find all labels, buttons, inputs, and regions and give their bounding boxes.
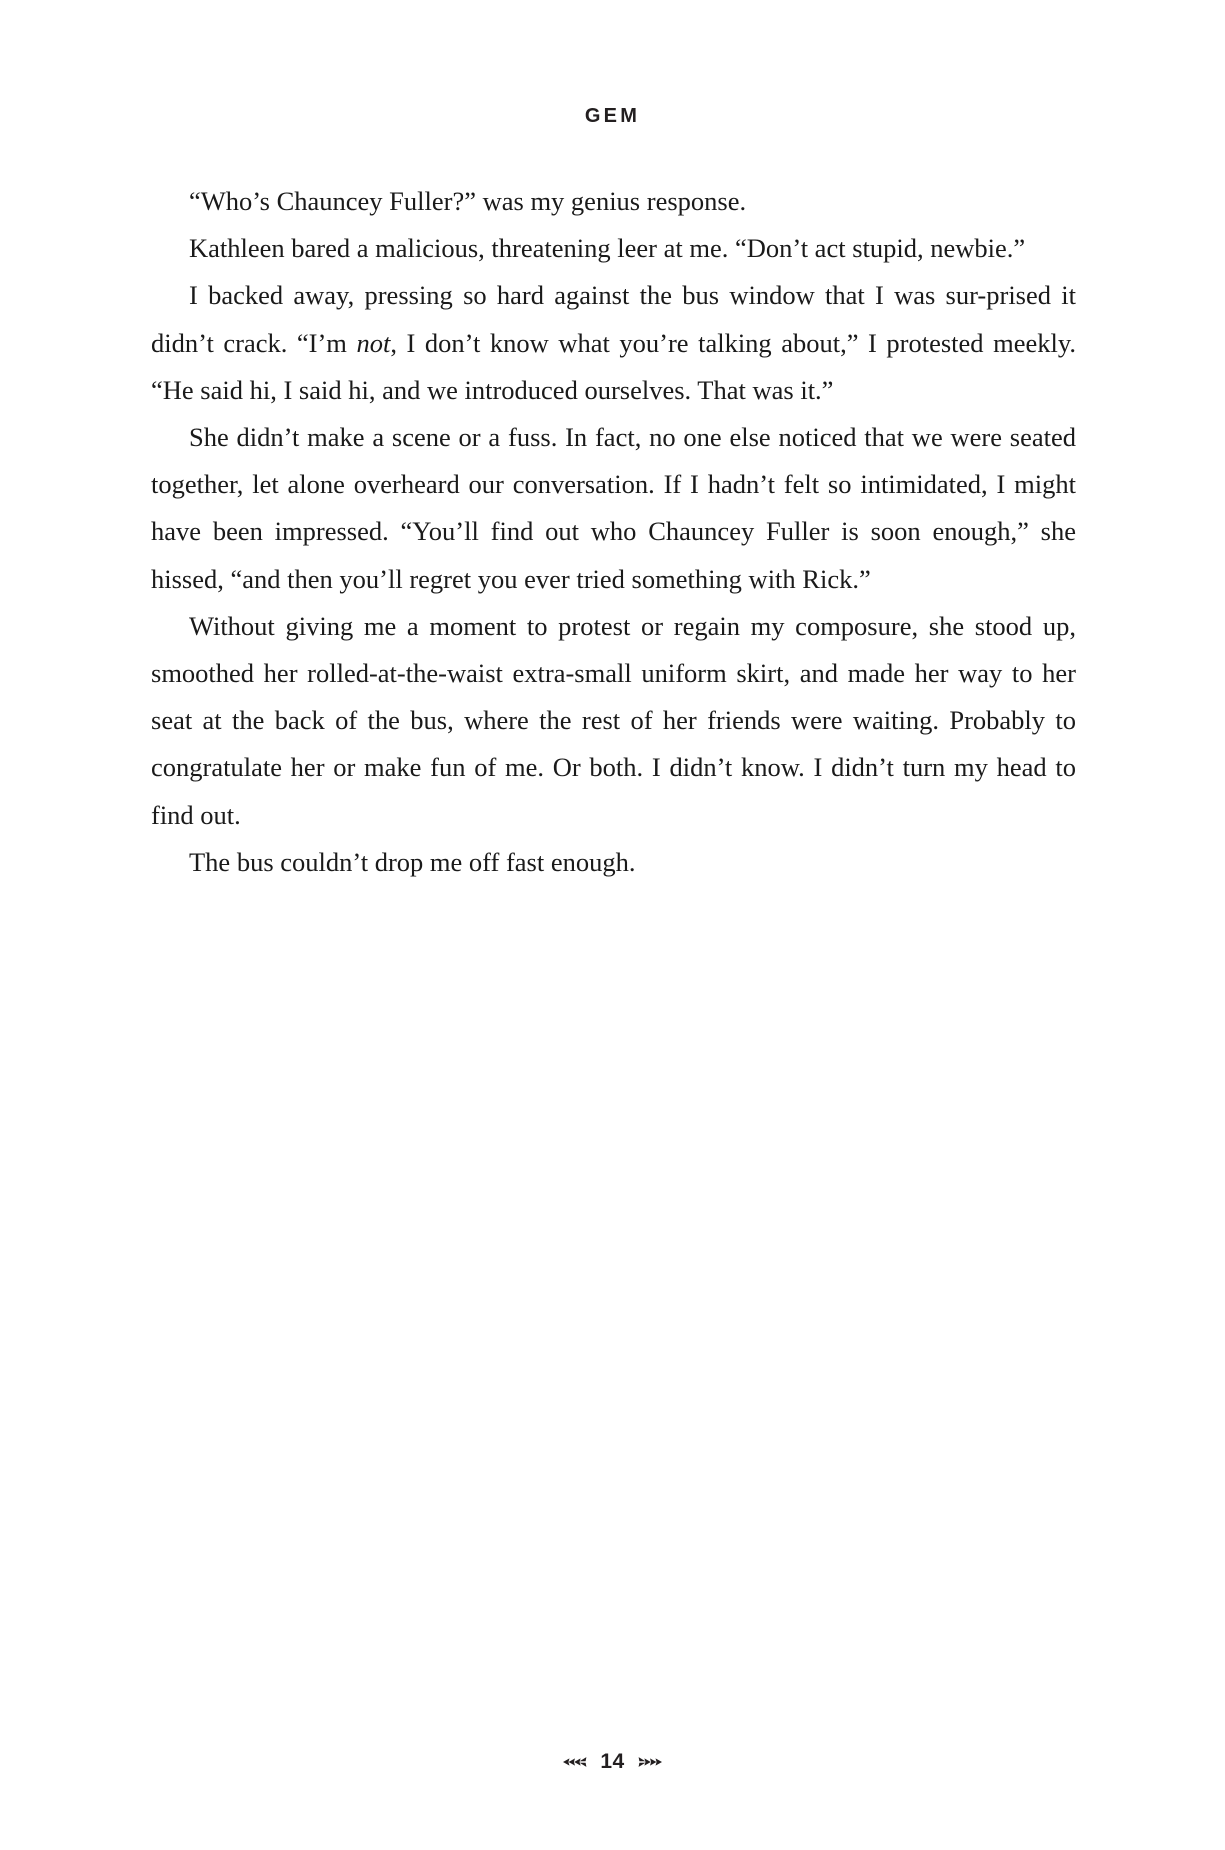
paragraph-2-text: Kathleen bared a malicious, threatening leer at me. “Don’t act stupid, newbie.” [189,233,1026,264]
paragraph-4-text: She didn’t make a scene or a fuss. In fact, no one else noticed that we were seated together, let alone overheard our conversation. If I hadn’t felt so intimidated, I might have been impressed. “You’ll find out who Chauncey Fuller is soon enough,” she hissed, “and then you’ll regret you ever tried something with Rick.” [151,422,1076,594]
page-number: 14 [600,1750,625,1773]
paragraph-3-text-after-italic: , I don’t know what you’re talking about,” I protested meekly. “He said hi, I said hi, and we introduced ourselves. That was it.” [151,327,1076,405]
paragraph-4 [151,414,1076,603]
page-footer [0,1751,1225,1772]
paragraph-1-text: “Who’s Chauncey Fuller?” was my genius response. [189,186,747,216]
running-head: GEM [584,105,641,127]
paragraph-6-text: The bus couldn’t drop me off fast enough. [189,846,636,877]
leaf-ornament-right-icon [638,1753,664,1771]
paragraph-6 [151,839,1076,886]
paragraph-3 [151,272,1076,414]
paragraph-2 [151,225,1076,272]
paragraph-5-text: Without giving me a moment to protest or regain my composure, she stood up, smoothed her rolled-at-the-waist extra-small uniform skirt, and made her way to her seat at the back of the bus, where the rest of her friends were waiting. Probably to congratulate her or make fun of me. Or both. I didn’t know. I didn’t turn my head to find out. [151,610,1076,830]
paragraph-1 [151,178,1076,225]
paragraph-3-text-before-italic: I backed away, pressing so hard against the bus window that I was sur-prised it didn’t crack. “I’m [151,280,1076,358]
body-text [151,178,1076,886]
paragraph-5 [151,603,1076,839]
leaf-ornament-left-icon [561,1753,587,1771]
paragraph-3-emphasis: not [356,327,391,358]
